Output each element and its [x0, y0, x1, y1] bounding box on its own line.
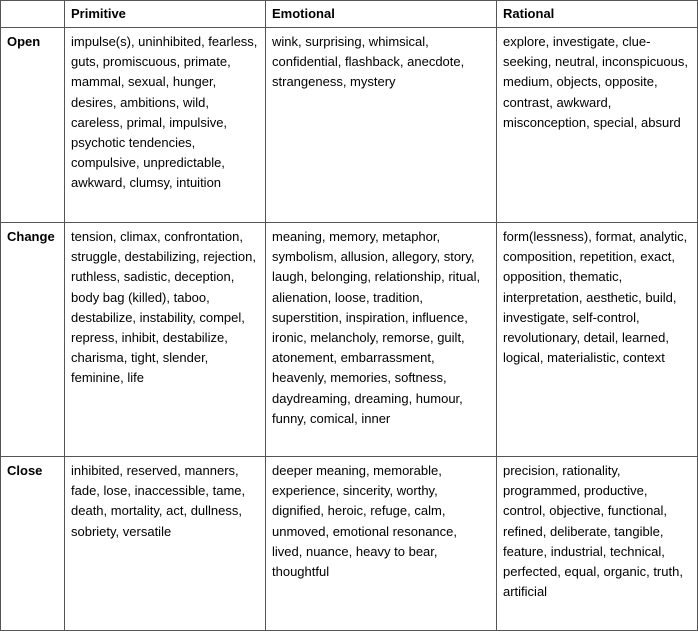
- row-label-change: Change: [1, 223, 65, 457]
- cell-close-emotional: deeper meaning, memorable, experience, sincerity, worthy, dignified, heroic, refuge, calm, unmoved, emotional resonance, lived, nuance, heavy to bear, thoughtful: [266, 457, 497, 631]
- header-rational: Rational: [497, 1, 698, 28]
- header-row: [1, 1, 698, 28]
- row-label-open: Open: [1, 28, 65, 223]
- cell-change-rational: form(lessness), format, analytic, composition, repetition, exact, opposition, thematic, interpretation, aesthetic, build, investigate, self-control, revolutionary, detail, learned, logical, materialistic, context: [497, 223, 698, 457]
- header-corner-cell: [1, 1, 65, 28]
- cell-close-rational: precision, rationality, programmed, productive, control, objective, functional, refined, deliberate, tangible, feature, industrial, technical, perfected, equal, organic, truth, artificial: [497, 457, 698, 631]
- cell-open-rational: explore, investigate, clue-seeking, neutral, inconspicuous, medium, objects, opposite, contrast, awkward, misconception, special, absurd: [497, 28, 698, 223]
- header-emotional: Emotional: [266, 1, 497, 28]
- cell-change-primitive: tension, climax, confrontation, struggle, destabilizing, rejection, ruthless, sadistic, deception, body bag (killed), taboo, destabilize, instability, compel, repress, inhibit, destabilize, charisma, tight, slender, feminine, life: [65, 223, 266, 457]
- row-label-close: Close: [1, 457, 65, 631]
- cell-change-emotional: meaning, memory, metaphor, symbolism, allusion, allegory, story, laugh, belonging, relationship, ritual, alienation, loose, tradition, superstition, inspiration, influence, ironic, melancholy, remorse, guilt, atonement, embarrassment, heavenly, memories, softness, daydreaming, dreaming, humour, funny, comical, inner: [266, 223, 497, 457]
- cell-open-primitive: impulse(s), uninhibited, fearless, guts, promiscuous, primate, mammal, sexual, hunger, desires, ambitions, wild, careless, primal, impulsive, psychotic tendencies, compulsive, unpredictable, awkward, clumsy, intuition: [65, 28, 266, 223]
- cell-open-emotional: wink, surprising, whimsical, confidential, flashback, anecdote, strangeness, mystery: [266, 28, 497, 223]
- cell-close-primitive: inhibited, reserved, manners, fade, lose, inaccessible, tame, death, mortality, act, dullness, sobriety, versatile: [65, 457, 266, 631]
- table-row-open: [1, 28, 698, 223]
- header-primitive: Primitive: [65, 1, 266, 28]
- table-row-change: [1, 223, 698, 457]
- table-row-close: [1, 457, 698, 631]
